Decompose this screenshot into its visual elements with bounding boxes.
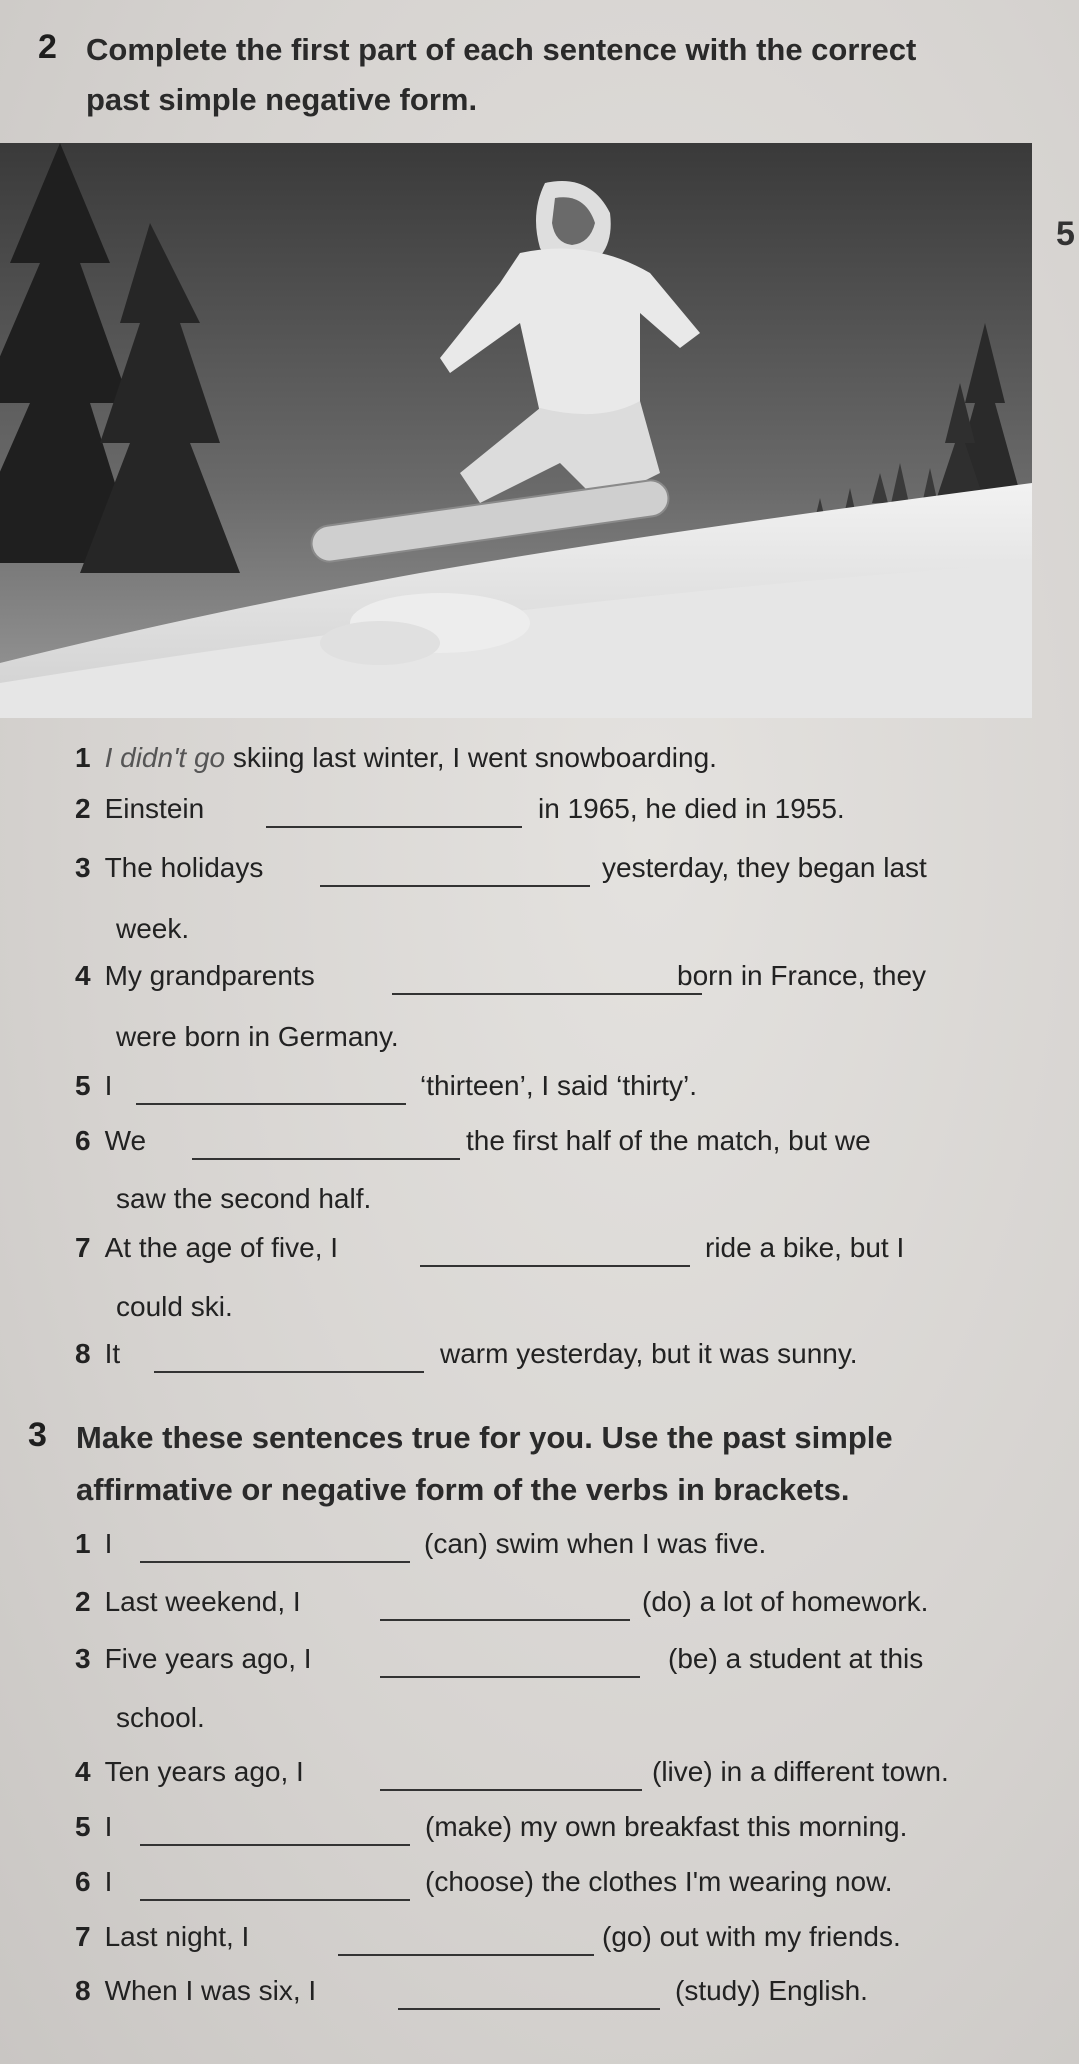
ex2-item-3-prefix: The holidays [104, 852, 264, 883]
ex2-item-7-continuation: could ski. [116, 1291, 233, 1322]
ex2-item-4-prefix: My grandparents [104, 960, 315, 991]
snowboarder-photo [0, 143, 1032, 718]
ex2-item-7-suffix: ride a bike, but I [705, 1232, 905, 1263]
ex3-item-5 [75, 1811, 112, 1843]
ex2-item-3-continuation: week. [116, 913, 190, 944]
ex3-item-6-suffix: (choose) the clothes I'm wearing now. [425, 1866, 893, 1897]
ex3-item-7-blank[interactable] [338, 1954, 594, 1956]
exercise-2-instruction-line-1: Complete the first part of each sentence with the correct [86, 32, 917, 67]
ex3-item-3-number: 3 [75, 1643, 91, 1674]
ex2-item-6-suffix: the first half of the match, but we [466, 1125, 871, 1156]
ex2-item-8 [75, 1338, 120, 1370]
ex2-item-8-prefix: It [104, 1338, 121, 1369]
ex3-item-8-prefix: When I was six, I [104, 1975, 317, 2006]
ex2-item-7 [75, 1232, 338, 1264]
page-edge-mark: 5 [1056, 215, 1075, 253]
ex3-item-8-number: 8 [75, 1975, 91, 2006]
ex2-item-2-suffix: in 1965, he died in 1955. [538, 793, 845, 824]
ex2-item-5-prefix: I [104, 1070, 113, 1101]
ex2-item-7-number: 7 [75, 1232, 91, 1263]
ex3-item-1 [75, 1528, 112, 1560]
ex2-item-8-suffix: warm yesterday, but it was sunny. [440, 1338, 858, 1369]
ex3-item-5-prefix: I [104, 1811, 113, 1842]
ex2-item-2-blank[interactable] [266, 826, 522, 828]
ex3-item-6 [75, 1866, 112, 1898]
exercise-3-instruction-line-2: affirmative or negative form of the verbs in brackets. [76, 1472, 850, 1507]
ex2-item-5-blank[interactable] [136, 1103, 406, 1105]
exercise-2-number: 2 [38, 28, 57, 66]
ex2-item-1-text: skiing last winter, I went snowboarding. [232, 742, 717, 773]
ex2-item-6-number: 6 [75, 1125, 91, 1156]
ex3-item-1-blank[interactable] [140, 1561, 410, 1563]
ex3-item-5-suffix: (make) my own breakfast this morning. [425, 1811, 908, 1842]
ex3-item-7-number: 7 [75, 1921, 91, 1952]
ex3-item-8 [75, 1975, 316, 2007]
ex2-item-7-prefix: At the age of five, I [104, 1232, 339, 1263]
ex3-item-3-continuation: school. [116, 1702, 205, 1733]
ex2-item-5-suffix: ‘thirteen’, I said ‘thirty’. [420, 1070, 697, 1101]
ex3-item-6-prefix: I [104, 1866, 113, 1897]
ex3-item-3-prefix: Five years ago, I [104, 1643, 312, 1674]
ex3-item-6-blank[interactable] [140, 1899, 410, 1901]
ex2-item-6-prefix: We [104, 1125, 147, 1156]
ex2-item-4-suffix: born in France, they [677, 960, 927, 991]
ex3-item-8-suffix: (study) English. [675, 1975, 868, 2006]
ex3-item-8-blank[interactable] [398, 2008, 660, 2010]
ex2-item-4-blank[interactable] [392, 993, 702, 995]
ex3-item-3 [75, 1643, 312, 1675]
ex3-item-2-suffix: (do) a lot of homework. [642, 1586, 929, 1617]
ex2-item-8-number: 8 [75, 1338, 91, 1369]
ex2-item-6-blank[interactable] [192, 1158, 460, 1160]
ex3-item-1-suffix: (can) swim when I was five. [424, 1528, 767, 1559]
ex3-item-4-blank[interactable] [380, 1789, 642, 1791]
ex3-item-3-blank[interactable] [380, 1676, 640, 1678]
snowboarder-photo-icon [0, 143, 1032, 718]
ex2-item-4-continuation: were born in Germany. [116, 1021, 399, 1052]
ex3-item-5-blank[interactable] [140, 1844, 410, 1846]
ex2-item-6 [75, 1125, 146, 1157]
ex3-item-4-number: 4 [75, 1756, 91, 1787]
ex2-item-5-number: 5 [75, 1070, 91, 1101]
ex2-item-1 [75, 742, 717, 774]
ex2-item-2-number: 2 [75, 793, 91, 824]
ex2-item-7-blank[interactable] [420, 1265, 690, 1267]
ex2-item-8-blank[interactable] [154, 1371, 424, 1373]
ex3-item-2-blank[interactable] [380, 1619, 630, 1621]
ex3-item-1-prefix: I [104, 1528, 113, 1559]
ex2-item-5 [75, 1070, 112, 1102]
ex2-item-3-blank[interactable] [320, 885, 590, 887]
ex3-item-1-number: 1 [75, 1528, 91, 1559]
ex3-item-4 [75, 1756, 304, 1788]
ex2-item-4 [75, 960, 315, 992]
ex2-item-2 [75, 793, 204, 825]
ex2-item-3-number: 3 [75, 852, 91, 883]
ex2-item-4-number: 4 [75, 960, 91, 991]
ex3-item-2 [75, 1586, 301, 1618]
ex2-item-1-number: 1 [75, 742, 91, 773]
ex2-item-1-example-answer: I didn't go [104, 742, 226, 773]
ex2-item-2-prefix: Einstein [104, 793, 205, 824]
ex3-item-3-suffix: (be) a student at this [668, 1643, 924, 1674]
ex3-item-2-prefix: Last weekend, I [104, 1586, 301, 1617]
ex3-item-7 [75, 1921, 249, 1953]
ex3-item-7-suffix: (go) out with my friends. [602, 1921, 901, 1952]
ex3-item-7-prefix: Last night, I [104, 1921, 250, 1952]
ex3-item-5-number: 5 [75, 1811, 91, 1842]
ex3-item-4-prefix: Ten years ago, I [104, 1756, 304, 1787]
ex3-item-6-number: 6 [75, 1866, 91, 1897]
ex2-item-3 [75, 852, 263, 884]
exercise-3-instruction-line-1: Make these sentences true for you. Use the past simple [76, 1420, 893, 1455]
exercise-2-instruction-line-2: past simple negative form. [86, 82, 478, 117]
exercise-3-number: 3 [28, 1416, 47, 1454]
ex2-item-3-suffix: yesterday, they began last [602, 852, 927, 883]
ex3-item-2-number: 2 [75, 1586, 91, 1617]
ex3-item-4-suffix: (live) in a different town. [652, 1756, 949, 1787]
ex2-item-6-continuation: saw the second half. [116, 1183, 372, 1214]
